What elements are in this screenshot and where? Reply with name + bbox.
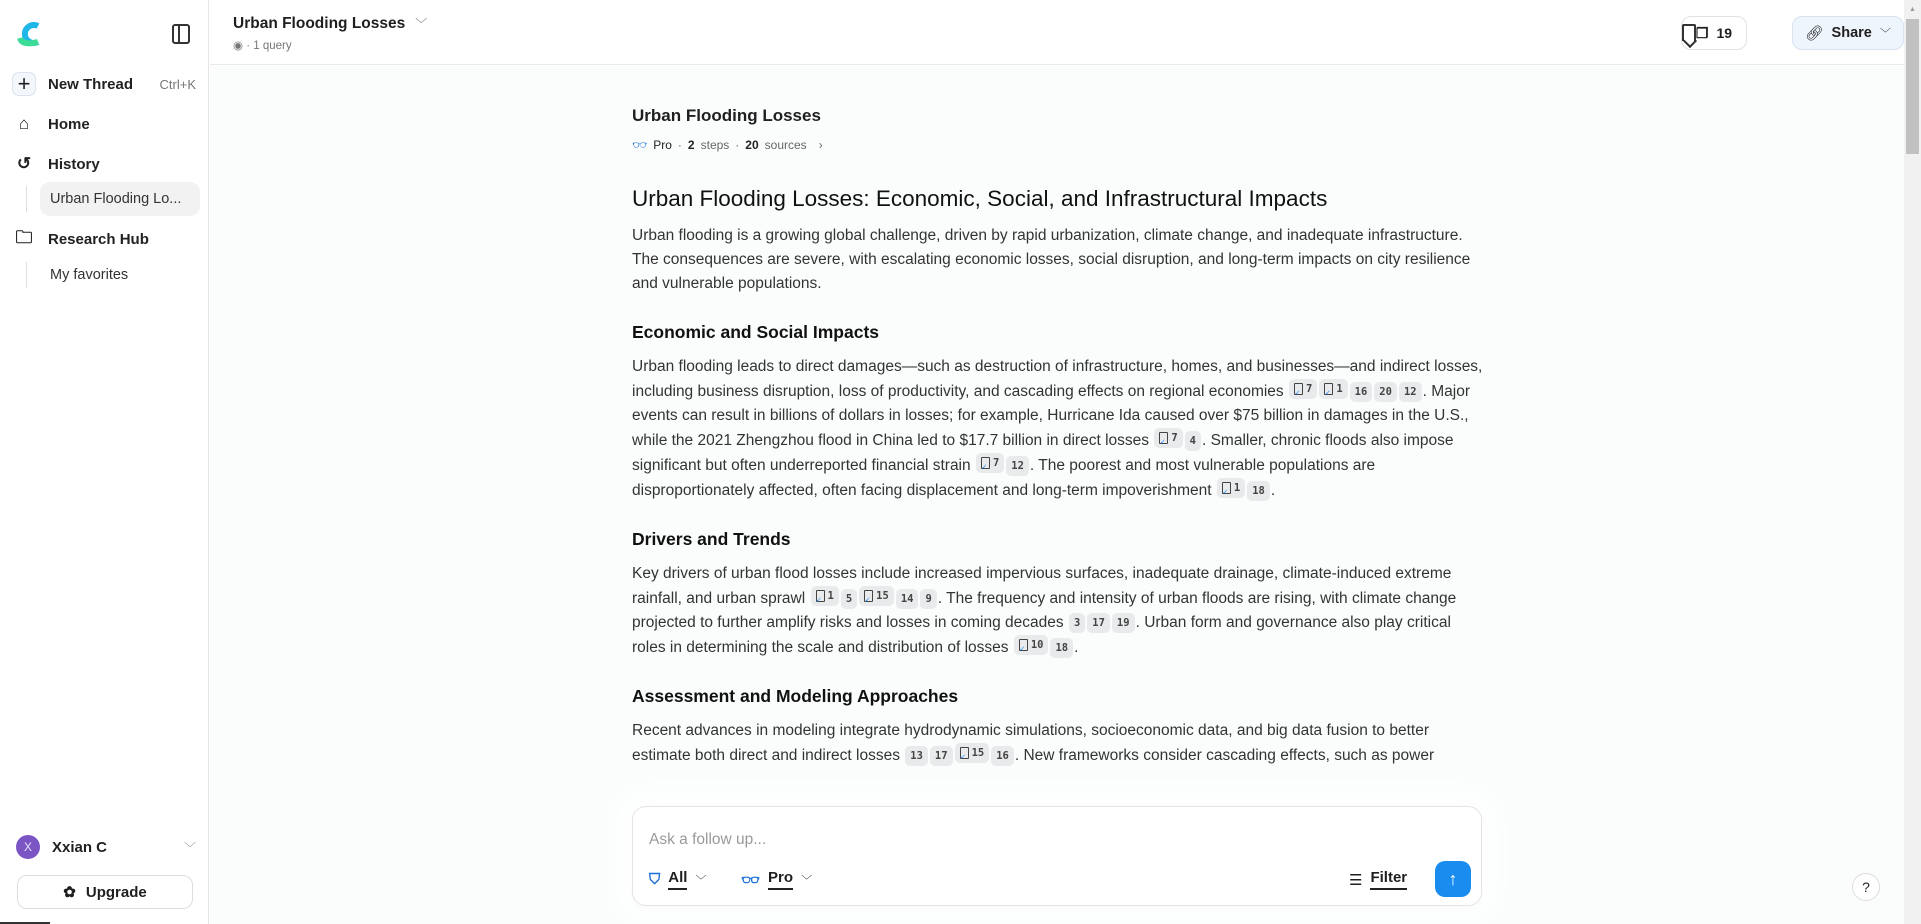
citation-number: 17 xyxy=(1092,617,1105,629)
sidebar-item-home[interactable] xyxy=(12,109,202,139)
citation-chip[interactable] xyxy=(905,746,928,766)
citation-chip[interactable] xyxy=(930,746,953,766)
citation-chip[interactable] xyxy=(896,589,919,609)
paragraph-text: . xyxy=(1270,482,1276,499)
document-icon xyxy=(816,590,825,602)
citation-number: 15 xyxy=(971,747,985,759)
citation-number: 3 xyxy=(1073,617,1081,629)
chevron-down-icon: ﹀ xyxy=(695,874,707,887)
citation-chip[interactable] xyxy=(1112,613,1135,633)
steps-count: 2 xyxy=(687,138,695,152)
section-paragraph xyxy=(632,562,1484,660)
citation-number: 16 xyxy=(1354,386,1368,398)
history-label: History xyxy=(48,155,100,173)
new-thread-label: New Thread xyxy=(48,75,134,93)
citation-chip[interactable] xyxy=(1185,431,1201,451)
citation-number: 16 xyxy=(996,750,1009,762)
citation-number: 19 xyxy=(1116,617,1130,629)
citation-number: 10 xyxy=(1030,639,1044,651)
citation-chip[interactable] xyxy=(841,589,857,609)
citation-number: 13 xyxy=(910,750,923,762)
citation-chip[interactable] xyxy=(955,743,990,763)
citation-number: 12 xyxy=(1403,386,1417,398)
citation-chip[interactable] xyxy=(1006,456,1029,476)
paragraph-text: . Major events can result in billions of dollars in losses; for example, Hurricane Ida caused over $75 billion in damages in the U.S., while the 2021 Zhengzhou flood in China led to $17.7 billion in direct losses xyxy=(632,383,1470,449)
citation-chip[interactable] xyxy=(1350,382,1373,402)
copy-pages-icon: ❐ xyxy=(1695,24,1709,41)
source-selector[interactable] xyxy=(649,869,706,890)
citation-number: 7 xyxy=(1171,432,1178,444)
pages-count: 19 xyxy=(1716,25,1733,41)
scrollbar-thumb[interactable] xyxy=(1906,19,1919,154)
avatar: X xyxy=(16,835,40,859)
hub-item-favorites[interactable]: My favorites xyxy=(50,267,129,283)
thread-title: Urban Flooding Losses xyxy=(233,15,406,32)
document-icon xyxy=(864,590,873,602)
paragraph-text: . Smaller, chronic floods also impose significant but often underreported financial strain xyxy=(632,432,1454,474)
citation-chip[interactable] xyxy=(1069,613,1085,633)
scrollbar[interactable] xyxy=(1904,0,1921,924)
thread-visibility xyxy=(233,38,292,52)
link-icon: 🔗︎ xyxy=(1805,25,1824,42)
query-count: · 1 query xyxy=(246,40,292,52)
sidebar-item-history[interactable] xyxy=(12,149,202,179)
citation-number: 18 xyxy=(1055,642,1069,654)
section-paragraph xyxy=(632,355,1484,503)
upgrade-icon: ✿ xyxy=(63,884,76,901)
document-icon xyxy=(960,747,969,759)
document-icon xyxy=(1324,383,1333,395)
binoculars-icon: 👓︎ xyxy=(632,138,648,152)
paragraph-text: Urban flooding is a growing global challenge, driven by rapid urbanization, climate change, and inadequate infrastructure. The consequences are severe, with escalating economic losses, social disruption, and long-term impacts on city resilience and vulnerable populations. xyxy=(632,227,1471,292)
citation-chip[interactable] xyxy=(1319,379,1347,399)
user-menu[interactable] xyxy=(16,835,196,859)
history-item[interactable]: Urban Flooding Lo... xyxy=(40,182,200,216)
sources-label: sources xyxy=(764,138,807,152)
document-icon xyxy=(981,457,990,469)
filter-icon: ☰ xyxy=(1349,871,1363,889)
folder-icon: 🗀 xyxy=(15,227,33,247)
citation-chip[interactable] xyxy=(811,586,839,606)
pages-button[interactable] xyxy=(1681,16,1747,50)
citation-number: 1 xyxy=(1233,482,1241,494)
sidebar-item-research-hub[interactable] xyxy=(12,224,202,254)
share-label: Share xyxy=(1831,25,1872,41)
binoculars-icon: 👓︎ xyxy=(741,871,761,889)
sidebar xyxy=(0,0,209,924)
section-paragraph xyxy=(632,224,1484,296)
citation-number: 12 xyxy=(1011,460,1024,472)
citation-number: 7 xyxy=(1305,383,1313,395)
citation-chip[interactable] xyxy=(1087,613,1110,633)
section-heading: Drivers and Trends xyxy=(632,529,791,549)
paragraph-text: . Urban form and governance also play critical roles in determining the scale and distribution of losses xyxy=(632,614,1451,656)
divider xyxy=(26,186,27,212)
chevron-down-icon: ﹀ xyxy=(1879,28,1891,40)
upgrade-button[interactable] xyxy=(17,875,193,909)
source-label: All xyxy=(668,869,687,890)
home-icon: ⌂ xyxy=(18,114,30,133)
citation-number: 14 xyxy=(900,593,914,605)
help-button[interactable]: ? xyxy=(1852,873,1880,901)
chevron-down-icon: ﹀ xyxy=(415,17,428,31)
share-button[interactable] xyxy=(1792,16,1904,50)
user-name: Xxian C xyxy=(52,838,108,856)
home-label: Home xyxy=(48,115,90,133)
document-icon xyxy=(1019,639,1028,651)
paragraph-text: Urban flooding leads to direct damages—such as destruction of infrastructure, homes, and businesses—and indirect losses, including business disruption, loss of productivity, and cascading effects on regional economies xyxy=(632,358,1483,400)
citation-chip[interactable] xyxy=(1014,635,1049,655)
citation-chip[interactable] xyxy=(920,589,936,609)
citation-chip[interactable] xyxy=(1154,428,1182,448)
citation-number: 5 xyxy=(845,593,853,605)
citation-number: 1 xyxy=(1336,383,1343,395)
citation-number: 15 xyxy=(876,590,889,602)
document-icon xyxy=(1159,432,1168,444)
mode-label: Pro xyxy=(768,869,793,890)
document-icon xyxy=(1294,383,1303,395)
citation-number: 9 xyxy=(925,593,932,605)
section-paragraph xyxy=(632,719,1484,768)
answer-sections xyxy=(632,224,1484,768)
thread-content xyxy=(210,66,1904,924)
citation-chip[interactable] xyxy=(1374,382,1397,402)
citation-chip[interactable] xyxy=(976,453,1004,473)
thread-title-dropdown[interactable] xyxy=(233,15,427,33)
chevron-down-icon: ﹀ xyxy=(183,840,196,855)
mode-selector[interactable] xyxy=(741,869,812,890)
citation-number: 7 xyxy=(992,457,1000,469)
answer-heading: Urban Flooding Losses: Economic, Social, and Infrastructural Impacts xyxy=(632,186,1328,211)
filter-button[interactable] xyxy=(1349,869,1407,890)
citation-chip[interactable] xyxy=(1289,379,1317,399)
eye-icon: ◉ xyxy=(233,40,244,52)
chevron-right-icon: › xyxy=(818,138,823,152)
section-heading: Assessment and Modeling Approaches xyxy=(632,686,959,706)
citation-number: 1 xyxy=(827,590,834,602)
filter-label: Filter xyxy=(1370,869,1407,890)
paragraph-text: . New frameworks consider cascading effects, such as power xyxy=(1014,747,1435,764)
mode-label: Pro xyxy=(653,138,672,152)
citation-chip[interactable] xyxy=(859,586,894,606)
thread-header xyxy=(210,0,1904,65)
steps-sources-link[interactable]: 👓︎ Pro · 2 steps · 20 sources › xyxy=(632,138,823,152)
citation-chip[interactable] xyxy=(991,746,1014,766)
follow-up-input[interactable]: Ask a follow up... xyxy=(649,831,767,848)
citation-chip[interactable] xyxy=(1050,638,1073,658)
sources-count: 20 xyxy=(745,138,759,152)
paragraph-text: . The frequency and intensity of urban floods are rising, with climate change projected to further amplify risks and losses in coming decades xyxy=(632,590,1457,631)
divider xyxy=(26,262,27,288)
paragraph-text: Recent advances in modeling integrate hydrodynamic simulations, socioeconomic data, and big data fusion to better estimate both direct and indirect losses xyxy=(632,722,1429,764)
paragraph-text: . xyxy=(1074,639,1079,656)
history-icon: ↺ xyxy=(16,154,32,173)
shortcut-hint: Ctrl+K xyxy=(159,76,196,92)
section-heading: Economic and Social Impacts xyxy=(632,322,880,342)
query-title: Urban Flooding Losses xyxy=(632,106,821,125)
citation-chip[interactable] xyxy=(1247,481,1270,501)
arrow-up-icon: ↑ xyxy=(1448,868,1458,889)
upgrade-label: Upgrade xyxy=(85,883,147,901)
steps-label: steps xyxy=(700,138,730,152)
scroll-up-icon[interactable]: ▲ xyxy=(1909,6,1916,13)
citation-chip[interactable] xyxy=(1399,382,1422,402)
sources-icon: ⛉ xyxy=(649,871,661,888)
chevron-down-icon: ﹀ xyxy=(801,874,813,887)
citation-number: 18 xyxy=(1252,485,1265,497)
paragraph-text: Key drivers of urban flood losses include increased impervious surfaces, inadequate drainage, climate-induced extreme rainfall, and urban sprawl xyxy=(632,565,1452,607)
logo-icon[interactable] xyxy=(16,20,42,48)
collapse-sidebar-button[interactable] xyxy=(172,24,190,44)
research-hub-label: Research Hub xyxy=(48,230,149,248)
new-thread-button[interactable] xyxy=(12,69,202,99)
submit-button[interactable] xyxy=(1435,861,1471,897)
citation-number: 4 xyxy=(1189,435,1196,447)
paragraph-text: . The poorest and most vulnerable populations are disproportionately affected, often facing displacement and long-term impoverishment xyxy=(632,457,1376,499)
follow-up-box xyxy=(632,806,1482,906)
citation-number: 20 xyxy=(1379,386,1392,398)
citation-chip[interactable] xyxy=(1217,478,1245,498)
citation-number: 17 xyxy=(934,750,948,762)
plus-icon: + xyxy=(12,72,36,96)
document-icon xyxy=(1222,482,1231,494)
